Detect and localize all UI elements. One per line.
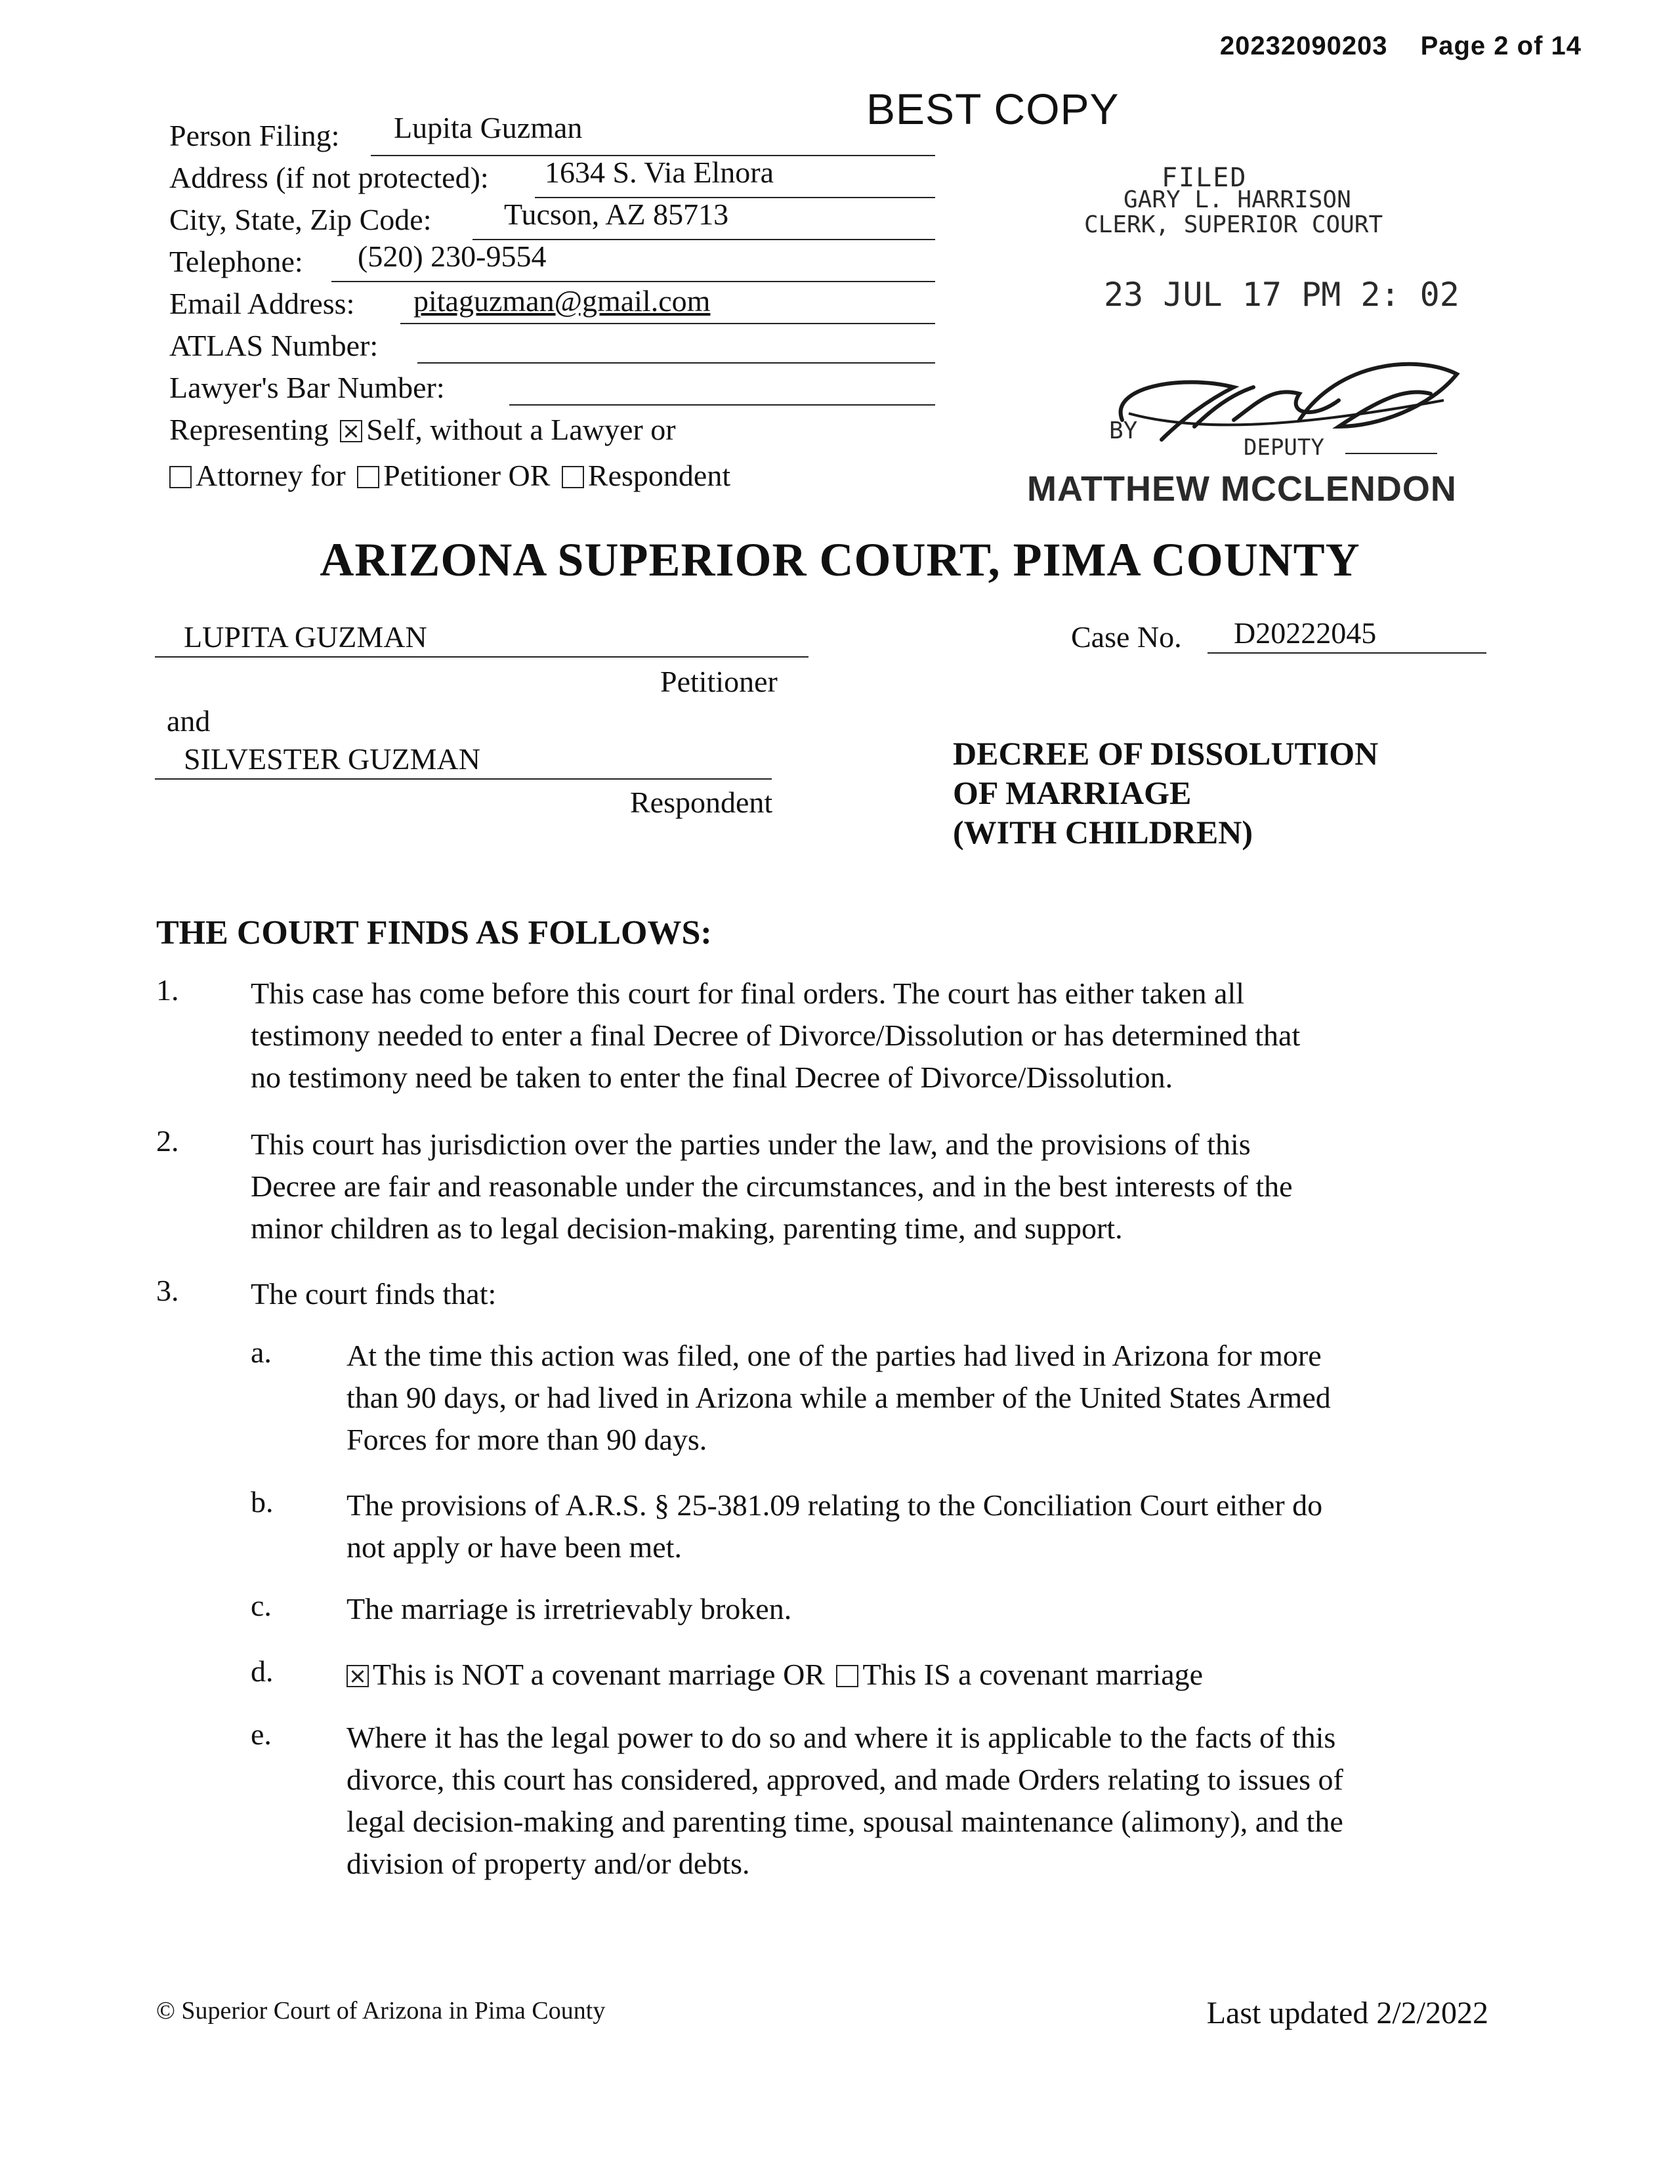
- sub-item-letter: d.: [251, 1654, 274, 1688]
- underline: [1208, 652, 1486, 654]
- and-text: and: [167, 704, 211, 738]
- case-number: D20222045: [1234, 616, 1377, 650]
- stamp-date: 23 JUL 17 PM 2: 02: [1104, 276, 1460, 314]
- document-header: [1220, 32, 1582, 61]
- email-label: Email Address:: [169, 287, 355, 320]
- page-label: Page 2 of 14: [1420, 32, 1582, 60]
- findings-heading: THE COURT FINDS AS FOLLOWS:: [156, 914, 712, 952]
- paragraph-line: This court has jurisdiction over the parties under the law, and the provisions of this: [251, 1127, 1251, 1161]
- underline: [417, 362, 935, 364]
- paragraph-line: Where it has the legal power to do so and where it is applicable to the facts of this: [346, 1721, 1336, 1754]
- respondent-checkbox[interactable]: [562, 466, 584, 488]
- paragraph-line: not apply or have been met.: [346, 1530, 682, 1564]
- paragraph-line: The marriage is irretrievably broken.: [346, 1592, 792, 1626]
- stamp-clerk-title: CLERK, SUPERIOR COURT: [1084, 211, 1383, 238]
- email-value: pitaguzman@gmail.com: [413, 284, 711, 318]
- paragraph-line: Decree are fair and reasonable under the circumstances, and in the best interests of the: [251, 1169, 1293, 1203]
- representing-row: [169, 412, 676, 447]
- finding-paragraph: [251, 973, 1511, 1099]
- footer-updated: Last updated 2/2/2022: [1206, 1996, 1488, 2030]
- paragraph-line: division of property and/or debts.: [346, 1847, 750, 1880]
- court-title: ARIZONA SUPERIOR COURT, PIMA COUNTY: [320, 534, 1360, 586]
- underline: [155, 778, 772, 780]
- paragraph-line: minor children as to legal decision-making, parenting time, and support.: [251, 1211, 1123, 1245]
- underline: [1345, 453, 1437, 454]
- finding-paragraph: [251, 1124, 1511, 1250]
- item-number: 2.: [156, 1124, 179, 1158]
- paragraph-line: no testimony need be taken to enter the final Decree of Divorce/Dissolution.: [251, 1060, 1173, 1094]
- finding-paragraph: [251, 1273, 1511, 1315]
- self-label: Self, without a Lawyer or: [366, 413, 676, 446]
- sub-item-paragraph: [346, 1717, 1502, 1885]
- stamp-filed: FILED: [1162, 163, 1248, 193]
- address-label: Address (if not protected):: [169, 161, 489, 194]
- document-number: 20232090203: [1219, 32, 1388, 60]
- sub-item-paragraph: [346, 1484, 1502, 1568]
- sub-item-letter: b.: [251, 1485, 274, 1519]
- underline: [509, 404, 935, 406]
- bar-number-label: Lawyer's Bar Number:: [169, 371, 445, 404]
- paragraph-line: The provisions of A.R.S. § 25-381.09 relating to the Conciliation Court either do: [346, 1488, 1323, 1522]
- decree-title-line: (WITH CHILDREN): [953, 814, 1253, 850]
- not-covenant-label: This is NOT a covenant marriage OR: [373, 1658, 825, 1691]
- paragraph-line: This case has come before this court for final orders. The court has either taken all: [251, 976, 1245, 1010]
- respondent-option-label: Respondent: [587, 459, 731, 492]
- attorney-label: Attorney for: [196, 459, 346, 492]
- sub-item-letter: a.: [251, 1335, 272, 1369]
- telephone-value: (520) 230-9554: [358, 240, 547, 273]
- person-filing-label: Person Filing:: [169, 119, 340, 152]
- respondent-role: Respondent: [630, 786, 773, 819]
- decree-title: [953, 734, 1378, 852]
- footer-copyright: © Superior Court of Arizona in Pima County: [156, 1997, 606, 2025]
- underline: [400, 323, 935, 324]
- petitioner-checkbox[interactable]: [357, 466, 379, 488]
- representing-label: Representing: [169, 413, 329, 446]
- sub-item-paragraph: [346, 1335, 1502, 1461]
- is-covenant-label: This IS a covenant marriage: [862, 1658, 1204, 1691]
- petitioner-option-label: Petitioner OR: [383, 459, 551, 492]
- best-copy-stamp: BEST COPY: [866, 85, 1120, 133]
- underline: [331, 281, 935, 282]
- paragraph-line: testimony needed to enter a final Decree of Divorce/Dissolution or has determined that: [251, 1018, 1301, 1052]
- stamp-deputy: DEPUTY: [1244, 434, 1324, 461]
- self-checkbox[interactable]: [340, 420, 362, 442]
- attorney-row: [169, 458, 730, 493]
- paragraph-line: The court finds that:: [251, 1277, 497, 1311]
- stamp-deputy-name: MATTHEW MCCLENDON: [1027, 469, 1457, 509]
- covenant-choice: [346, 1654, 1502, 1696]
- telephone-label: Telephone:: [169, 245, 303, 278]
- city-value: Tucson, AZ 85713: [504, 198, 729, 231]
- respondent-name: SILVESTER GUZMAN: [184, 742, 480, 776]
- decree-title-line: DECREE OF DISSOLUTION: [953, 735, 1379, 772]
- item-number: 3.: [156, 1274, 179, 1307]
- item-number: 1.: [156, 973, 179, 1007]
- petitioner-name: LUPITA GUZMAN: [184, 620, 427, 654]
- paragraph-line: divorce, this court has considered, approved, and made Orders relating to issues of: [346, 1763, 1343, 1796]
- paragraph-line: At the time this action was filed, one of the parties had lived in Arizona for more: [346, 1339, 1322, 1372]
- underline: [155, 656, 808, 658]
- not-covenant-checkbox[interactable]: [346, 1665, 369, 1687]
- attorney-checkbox[interactable]: [169, 466, 192, 488]
- atlas-label: ATLAS Number:: [169, 329, 379, 362]
- decree-title-line: OF MARRIAGE: [953, 774, 1192, 811]
- sub-item-paragraph: [346, 1588, 1502, 1630]
- petitioner-role: Petitioner: [660, 665, 778, 698]
- stamp-by: BY: [1109, 417, 1138, 444]
- address-value: 1634 S. Via Elnora: [545, 156, 774, 189]
- sub-item-letter: c.: [251, 1589, 272, 1622]
- sub-item-letter: e.: [251, 1717, 272, 1751]
- paragraph-line: legal decision-making and parenting time, spousal maintenance (alimony), and the: [346, 1805, 1343, 1838]
- paragraph-line: than 90 days, or had lived in Arizona while a member of the United States Armed: [346, 1381, 1331, 1414]
- stamp-clerk-name: GARY L. HARRISON: [1124, 186, 1351, 213]
- case-number-label: Case No.: [1071, 620, 1182, 654]
- paragraph-line: Forces for more than 90 days.: [346, 1423, 707, 1456]
- person-filing-value: Lupita Guzman: [394, 111, 583, 144]
- is-covenant-checkbox[interactable]: [836, 1665, 858, 1687]
- city-label: City, State, Zip Code:: [169, 203, 432, 236]
